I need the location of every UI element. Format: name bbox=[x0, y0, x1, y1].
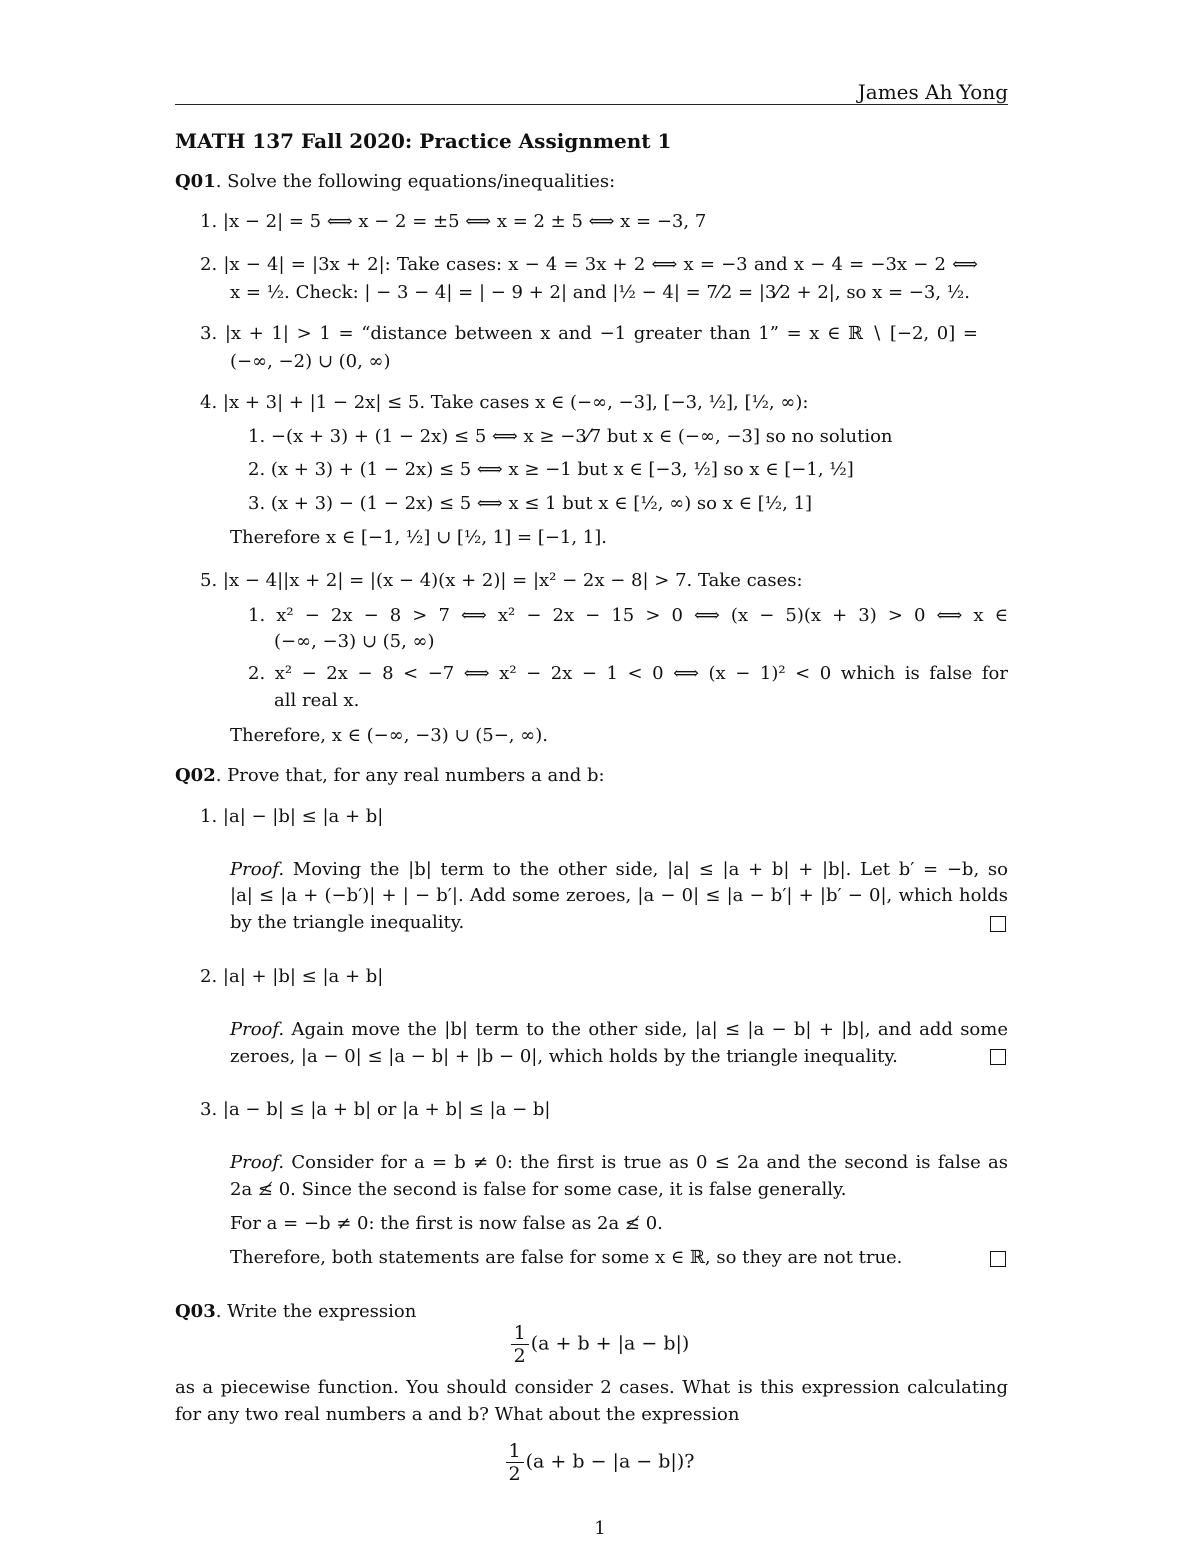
q03-expression-1 bbox=[0, 1322, 1200, 1367]
q01-item4-case3: 3. (x + 3) − (1 − 2x) ≤ 5 ⟺ x ≤ 1 but x ∈ [½, ∞) so x ∈ [½, 1] bbox=[248, 493, 813, 514]
q01-label: Q01 bbox=[175, 171, 216, 192]
q02-proof1-line1 bbox=[230, 858, 1008, 882]
q02-item3: 3. |a − b| ≤ |a + b| or |a + b| ≤ |a − b| bbox=[200, 1099, 551, 1120]
q03-expression-2 bbox=[0, 1440, 1200, 1485]
fraction-denominator: 2 bbox=[508, 1463, 521, 1485]
q02-proof3-label: Proof. bbox=[230, 1152, 285, 1173]
header-rule bbox=[175, 104, 1008, 105]
q03-prompt: . Write the expression bbox=[215, 1301, 417, 1322]
q02-proof3-line1 bbox=[230, 1151, 1008, 1175]
author-name: James Ah Yong bbox=[857, 80, 1008, 104]
q02-proof3-line2: 2a ≰ 0. Since the second is false for some case, it is false generally. bbox=[230, 1179, 847, 1200]
fraction-denominator: 2 bbox=[513, 1345, 526, 1367]
q01-item4-case2: 2. (x + 3) + (1 − 2x) ≤ 5 ⟺ x ≥ −1 but x ∈ [−3, ½] so x ∈ [−1, ½] bbox=[248, 459, 854, 480]
q03-label: Q03 bbox=[175, 1301, 216, 1322]
q01-heading bbox=[175, 170, 615, 194]
q02-proof3-text: Consider for a = b ≠ 0: the first is true as 0 ≤ 2a and the second is false as bbox=[284, 1152, 1008, 1173]
q02-proof3-line4: Therefore, both statements are false for some x ∈ ℝ, so they are not true. bbox=[230, 1247, 903, 1268]
q01-item2-line1: 2. |x − 4| = |3x + 2|: Take cases: x − 4 = 3x + 2 ⟺ x = −3 and x − 4 = −3x − 2 ⟺ bbox=[200, 254, 978, 275]
q02-proof3-line3: For a = −b ≠ 0: the first is now false as 2a ≰ 0. bbox=[230, 1213, 663, 1234]
page-title: MATH 137 Fall 2020: Practice Assignment 1 bbox=[175, 129, 672, 153]
q01-item5-case2-line1: 2. x² − 2x − 8 < −7 ⟺ x² − 2x − 1 < 0 ⟺ (x − 1)² < 0 which is false for bbox=[248, 663, 1008, 684]
q01-item3-line2: (−∞, −2) ∪ (0, ∞) bbox=[230, 351, 391, 372]
page-number: 1 bbox=[594, 1518, 606, 1539]
q03-text-line1: as a piecewise function. You should consider 2 cases. What is this expression calculating bbox=[175, 1377, 1008, 1398]
q02-proof1-line2: |a| ≤ |a + (−b′)| + | − b′|. Add some zeroes, |a − 0| ≤ |a − b′| + |b′ − 0|, which holds bbox=[230, 885, 1008, 906]
q01-item5-conclusion: Therefore, x ∈ (−∞, −3) ∪ (5−, ∞). bbox=[230, 725, 548, 746]
q02-proof2-text: Again move the |b| term to the other side, |a| ≤ |a − b| + |b|, and add some bbox=[284, 1019, 1008, 1040]
q02-prompt: . Prove that, for any real numbers a and b: bbox=[215, 765, 605, 786]
fraction-numerator: 1 bbox=[506, 1440, 524, 1463]
q02-proof1-line3: by the triangle inequality. bbox=[230, 912, 465, 933]
q01-item4-case1: 1. −(x + 3) + (1 − 2x) ≤ 5 ⟺ x ≥ −3⁄7 but x ∈ (−∞, −3] so no solution bbox=[248, 426, 893, 447]
q03-heading bbox=[175, 1300, 416, 1324]
q01-item5-intro: 5. |x − 4||x + 2| = |(x − 4)(x + 2)| = |x² − 2x − 8| > 7. Take cases: bbox=[200, 570, 803, 591]
one-half-fraction bbox=[506, 1440, 524, 1485]
q01-item3-line1: 3. |x + 1| > 1 = “distance between x and −1 greater than 1” = x ∈ ℝ ∖ [−2, 0] = bbox=[200, 323, 978, 344]
q03-expr2: (a + b − |a − b|)? bbox=[525, 1450, 695, 1473]
q01-item5-case1-line2: (−∞, −3) ∪ (5, ∞) bbox=[274, 631, 435, 652]
fraction-numerator: 1 bbox=[511, 1322, 529, 1345]
q03-expr1: (a + b + |a − b|) bbox=[530, 1332, 690, 1355]
q02-label: Q02 bbox=[175, 765, 216, 786]
q02-proof1-text: Moving the |b| term to the other side, |a| ≤ |a + b| + |b|. Let b′ = −b, so bbox=[284, 859, 1008, 880]
q01-item4-conclusion: Therefore x ∈ [−1, ½] ∪ [½, 1] = [−1, 1]. bbox=[230, 527, 608, 548]
q01-item5-case2-line2: all real x. bbox=[274, 690, 360, 711]
q01-item1: 1. |x − 2| = 5 ⟺ x − 2 = ±5 ⟺ x = 2 ± 5 ⟺ x = −3, 7 bbox=[200, 211, 707, 232]
q02-proof1-label: Proof. bbox=[230, 859, 285, 880]
q02-heading bbox=[175, 764, 605, 788]
qed-square-icon bbox=[990, 1049, 1006, 1065]
q01-item4-intro: 4. |x + 3| + |1 − 2x| ≤ 5. Take cases x ∈ (−∞, −3], [−3, ½], [½, ∞): bbox=[200, 392, 809, 413]
q02-proof2-label: Proof. bbox=[230, 1019, 285, 1040]
one-half-fraction bbox=[511, 1322, 529, 1367]
q02-item2: 2. |a| + |b| ≤ |a + b| bbox=[200, 966, 384, 987]
qed-square-icon bbox=[990, 1251, 1006, 1267]
q01-prompt: . Solve the following equations/inequalities: bbox=[215, 171, 616, 192]
q02-proof2-line2: zeroes, |a − 0| ≤ |a − b| + |b − 0|, which holds by the triangle inequality. bbox=[230, 1046, 898, 1067]
q02-proof2-line1 bbox=[230, 1018, 1008, 1042]
q02-item1: 1. |a| − |b| ≤ |a + b| bbox=[200, 806, 384, 827]
q01-item2-line2: x = ½. Check: | − 3 − 4| = | − 9 + 2| and |½ − 4| = 7⁄2 = |3⁄2 + 2|, so x = −3, ½. bbox=[230, 282, 970, 303]
qed-square-icon bbox=[990, 916, 1006, 932]
q01-item5-case1-line1: 1. x² − 2x − 8 > 7 ⟺ x² − 2x − 15 > 0 ⟺ (x − 5)(x + 3) > 0 ⟺ x ∈ bbox=[248, 605, 1008, 626]
q03-text-line2: for any two real numbers a and b? What about the expression bbox=[175, 1404, 740, 1425]
